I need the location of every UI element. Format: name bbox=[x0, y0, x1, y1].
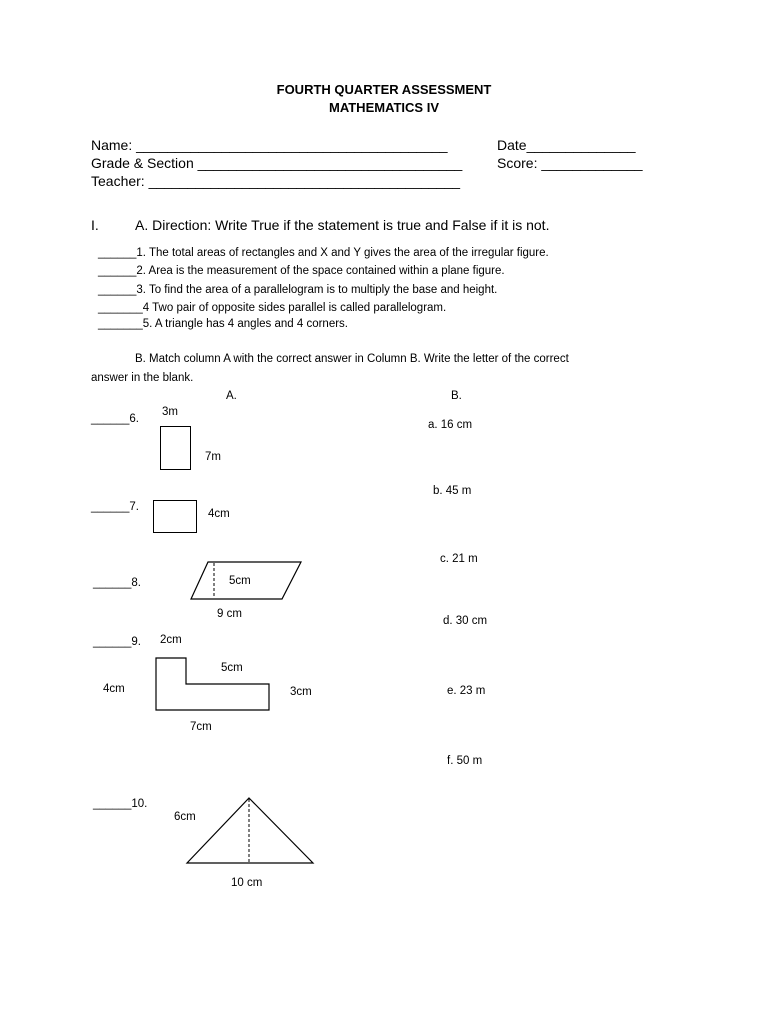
q6-rectangle bbox=[160, 426, 191, 470]
answer-c: c. 21 m bbox=[440, 553, 478, 565]
q7-side-label: 4cm bbox=[208, 508, 230, 520]
q9-left-label: 4cm bbox=[103, 683, 125, 695]
name-field[interactable]: Name: ________________________________________ bbox=[91, 137, 448, 153]
q9-inner-label: 5cm bbox=[221, 662, 243, 674]
q10-base-label: 10 cm bbox=[231, 877, 263, 889]
true-false-item-5[interactable]: _______5. A triangle has 4 angles and 4 corners. bbox=[98, 318, 348, 330]
true-false-item-3[interactable]: ______3. To find the area of a parallelogram is to multiply the base and height. bbox=[98, 284, 498, 296]
q8-blank[interactable]: ______8. bbox=[93, 577, 141, 589]
section-numeral: I. bbox=[91, 217, 99, 233]
page-title: FOURTH QUARTER ASSESSMENT bbox=[276, 82, 492, 97]
q7-square bbox=[153, 500, 197, 533]
column-b-header: B. bbox=[451, 390, 462, 402]
q10-height-label: 6cm bbox=[174, 811, 196, 823]
date-field[interactable]: Date______________ bbox=[497, 137, 636, 153]
q9-top-label: 2cm bbox=[160, 634, 182, 646]
answer-b: b. 45 m bbox=[433, 485, 472, 497]
q10-triangle bbox=[184, 796, 316, 866]
teacher-field[interactable]: Teacher: ________________________________________ bbox=[91, 173, 461, 189]
grade-section-field[interactable]: Grade & Section __________________________________ bbox=[91, 155, 463, 171]
q9-bottom-label: 7cm bbox=[190, 721, 212, 733]
q6-height-label: 7m bbox=[205, 451, 221, 463]
q7-blank[interactable]: ______7. bbox=[91, 501, 139, 513]
q9-blank[interactable]: ______9. bbox=[93, 636, 141, 648]
q9-l-shape bbox=[154, 656, 272, 712]
q9-right-label: 3cm bbox=[290, 686, 312, 698]
q6-width-label: 3m bbox=[162, 406, 178, 418]
true-false-item-1[interactable]: ______1. The total areas of rectangles and X and Y gives the area of the irregular figure. bbox=[98, 247, 549, 259]
q10-blank[interactable]: ______10. bbox=[93, 798, 148, 810]
q8-height-label: 5cm bbox=[229, 575, 251, 587]
direction-a: A. Direction: Write True if the statement is true and False if it is not. bbox=[135, 217, 550, 233]
true-false-item-2[interactable]: ______2. Area is the measurement of the space contained within a plane figure. bbox=[98, 265, 505, 277]
answer-a: a. 16 cm bbox=[428, 419, 473, 431]
answer-f: f. 50 m bbox=[447, 755, 483, 767]
direction-b-cont: answer in the blank. bbox=[91, 372, 194, 384]
true-false-item-4[interactable]: _______4 Two pair of opposite sides parallel is called parallelogram. bbox=[98, 302, 447, 314]
answer-d: d. 30 cm bbox=[443, 615, 488, 627]
column-a-header: A. bbox=[226, 390, 237, 402]
q6-blank[interactable]: ______6. bbox=[91, 413, 139, 425]
q8-base-label: 9 cm bbox=[217, 608, 242, 620]
score-field[interactable]: Score: _____________ bbox=[497, 155, 643, 171]
direction-b: B. Match column A with the correct answer in Column B. Write the letter of the correct bbox=[135, 353, 569, 365]
answer-e: e. 23 m bbox=[447, 685, 486, 697]
page-subtitle: MATHEMATICS IV bbox=[328, 100, 439, 115]
